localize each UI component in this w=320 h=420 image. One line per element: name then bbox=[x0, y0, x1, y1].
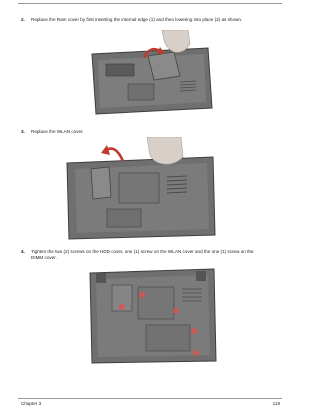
footer-page-number: 119 bbox=[272, 401, 280, 406]
step-number: 3. bbox=[21, 129, 25, 134]
footer-chapter: Chapter 3 bbox=[21, 401, 42, 406]
step-3 bbox=[21, 129, 221, 137]
step-text: Replace the Ram cover by first inserting the internal edge (1) and then lowering into place (2) as shown. bbox=[31, 17, 243, 22]
header-rule bbox=[18, 3, 282, 4]
step-text-line-1: Tighten the two (2) screws on the HDD cover, one (1) screw on the WLAN cover and the one (1) screw on the bbox=[31, 249, 254, 254]
screws-photo bbox=[86, 265, 220, 365]
footer-rule bbox=[18, 398, 282, 399]
step-4 bbox=[21, 249, 281, 263]
step-text-line-2: DIMM cover. bbox=[31, 255, 57, 260]
wlan-cover-photo bbox=[63, 137, 219, 242]
step-2 bbox=[21, 17, 281, 25]
step-number: 4. bbox=[21, 249, 25, 254]
ram-cover-photo bbox=[88, 30, 216, 116]
step-text: Replace the WLAN cover. bbox=[31, 129, 84, 134]
step-number: 2. bbox=[21, 17, 25, 22]
